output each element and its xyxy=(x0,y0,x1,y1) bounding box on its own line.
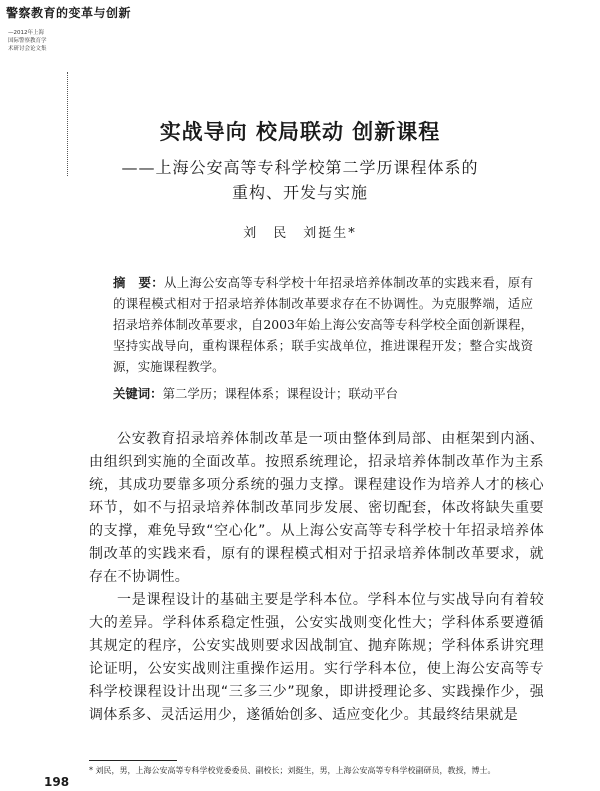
article-subtitle-line-2: 重构、开发与实施 xyxy=(231,183,368,202)
body-paragraph-2: 一是课程设计的基础主要是学科本位。学科本位与实战导向有着较大的差异。学科体系稳定性强，公安实战则变化性大；学科体系要遵循其规定的程序，公安实战则要求因战制宜、抛弃陈规；学科体系讲究理论证明，公安实战则注重操作运用。实行学科本位，使上海公安高等专科学校课程设计出现“三多三少”现象，即讲授理论多、实践操作少，强调体系多、灵活运用少，遂循始创多、适应变化少。其最终结果就是 xyxy=(89,592,544,723)
journal-sidebar-line-1: —2012年上海 xyxy=(8,30,44,36)
abstract-text: 从上海公安高等专科学校十年招录培养体制改革的实践来看，原有的课程模式相对于招录培养体制改革要求存在不协调性。为克服弊端，适应招录培养体制改革要求，自2003年始上海公安高等专科学校全面创新课程，坚持实战导向，重构课程体系；联手实战单位，推进课程开发；整合实战资源，实施课程教学。 xyxy=(113,275,534,374)
article-authors: 刘 民 刘挺生* xyxy=(243,226,357,241)
journal-sidebar-line-2: 国际警察教育学 xyxy=(8,38,47,44)
article-title: 实战导向 校局联动 创新课程 xyxy=(159,119,441,144)
footnote-rule xyxy=(89,760,177,761)
keywords xyxy=(113,383,533,404)
journal-title: 警察教育的变革与创新 xyxy=(6,6,132,20)
abstract xyxy=(113,272,533,377)
article-subtitle-line-1: ——上海公安高等专科学校第二学历课程体系的 xyxy=(121,158,479,177)
journal-sidebar-line-3: 术研讨会论文集 xyxy=(8,46,47,52)
keywords-label: 关键词： xyxy=(113,386,163,401)
keywords-text: 第二学历；课程体系；课程设计；联动平台 xyxy=(162,386,398,401)
footnote: * 刘民，男，上海公安高等专科学校党委委员、副校长；刘挺生，男，上海公安高等专科学校副研员，教授，博士。 xyxy=(89,766,496,775)
body-paragraph-1: 公安教育招录培养体制改革是一项由整体到局部、由框架到内涵、由组织到实施的全面改革。按照系统理论，招录培养体制改革作为主系统，其成功要靠多项分系统的强力支撑。课程建设作为培养人才的核心环节，如不与招录培养体制改革同步发展、密切配套，体改将缺失重要的支撑，难免导致“空心化”。从上海公安高等专科学校十年招录培养体制改革的实践来看，原有的课程模式相对于招录培养体制改革要求，就存在不协调性。 xyxy=(89,431,544,585)
abstract-label: 摘 要： xyxy=(113,275,164,290)
page-number: 198 xyxy=(44,775,70,789)
